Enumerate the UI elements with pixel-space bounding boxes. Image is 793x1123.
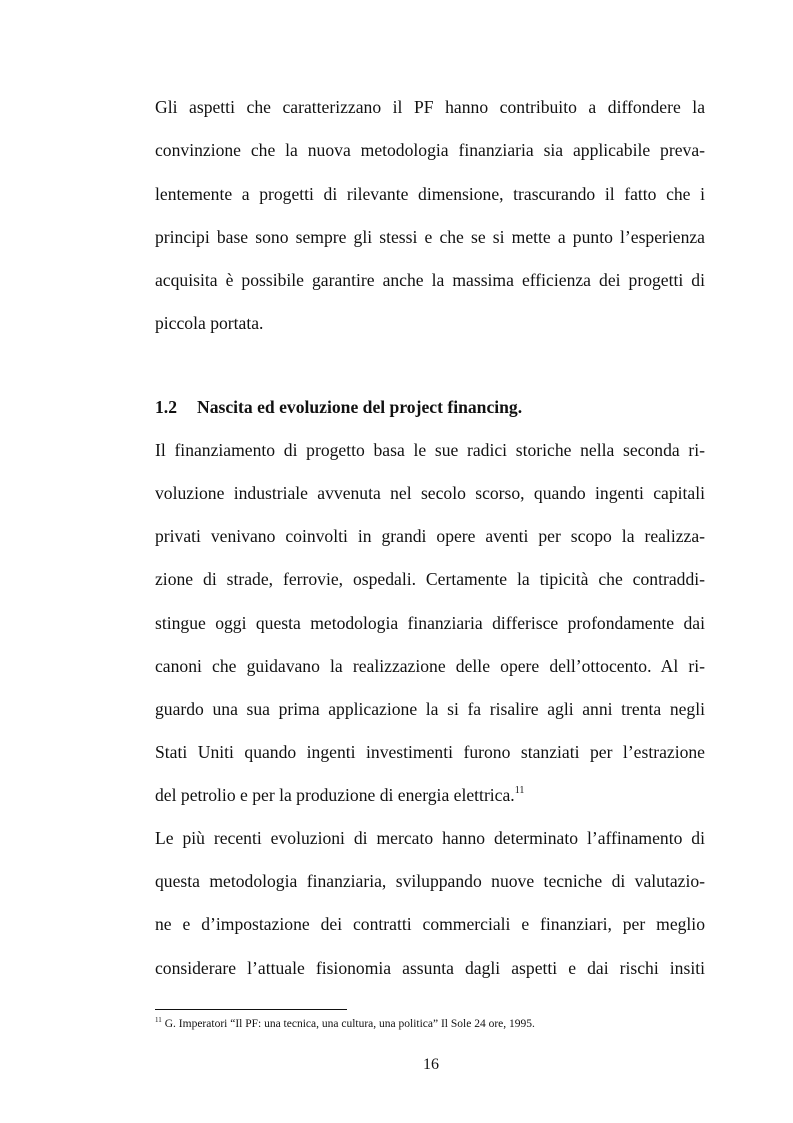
paragraph-line: acquisita è possibile garantire anche la massima efficienza dei progetti di: [155, 270, 705, 290]
paragraph-line: questa metodologia finanziaria, sviluppando nuove tecniche di valutazio-: [155, 871, 705, 891]
paragraph-line-text: del petrolio e per la produzione di energia elettrica.: [155, 785, 515, 805]
footnote-text: G. Imperatori “Il PF: una tecnica, una cultura, una politica” Il Sole 24 ore, 1995.: [164, 1018, 535, 1030]
paragraph-line: zione di strade, ferrovie, ospedali. Certamente la tipicità che contraddi-: [155, 569, 705, 589]
paragraph-line: privati venivano coinvolti in grandi opere aventi per scopo la realizza-: [155, 526, 705, 546]
section-number: 1.2: [155, 397, 177, 417]
footnote-number: 11: [155, 1016, 162, 1024]
paragraph-line: ne e d’impostazione dei contratti commerciali e finanziari, per meglio: [155, 914, 705, 934]
paragraph-line: stingue oggi questa metodologia finanziaria differisce profondamente dai: [155, 613, 705, 633]
paragraph-line: considerare l’attuale fisionomia assunta dagli aspetti e dai rischi insiti: [155, 958, 705, 978]
paragraph-line: Le più recenti evoluzioni di mercato hanno determinato l’affinamento di: [155, 828, 705, 848]
footnote-separator: [155, 1009, 347, 1010]
paragraph-line: guardo una sua prima applicazione la si fa risalire agli anni trenta negli: [155, 699, 705, 719]
section-title: Nascita ed evoluzione del project financing.: [197, 397, 523, 417]
footnote-reference[interactable]: 11: [514, 785, 525, 796]
paragraph-line: canoni che guidavano la realizzazione delle opere dell’ottocento. Al ri-: [155, 656, 705, 676]
footnote: [155, 1017, 535, 1031]
section-heading: [155, 397, 522, 417]
page-number: 16: [423, 1056, 439, 1073]
paragraph-line: voluzione industriale avvenuta nel secolo scorso, quando ingenti capitali: [155, 483, 705, 503]
paragraph-line: principi base sono sempre gli stessi e che se si mette a punto l’esperienza: [155, 227, 705, 247]
paragraph-line: Gli aspetti che caratterizzano il PF hanno contribuito a diffondere la: [155, 97, 705, 117]
paragraph-line: piccola portata.: [155, 313, 264, 333]
paragraph-line: convinzione che la nuova metodologia finanziaria sia applicabile preva-: [155, 140, 705, 160]
paragraph-line: [155, 785, 524, 805]
paragraph-line: lentemente a progetti di rilevante dimensione, trascurando il fatto che i: [155, 184, 705, 204]
paragraph-line: Il finanziamento di progetto basa le sue radici storiche nella seconda ri-: [155, 440, 705, 460]
paragraph-line: Stati Uniti quando ingenti investimenti furono stanziati per l’estrazione: [155, 742, 705, 762]
